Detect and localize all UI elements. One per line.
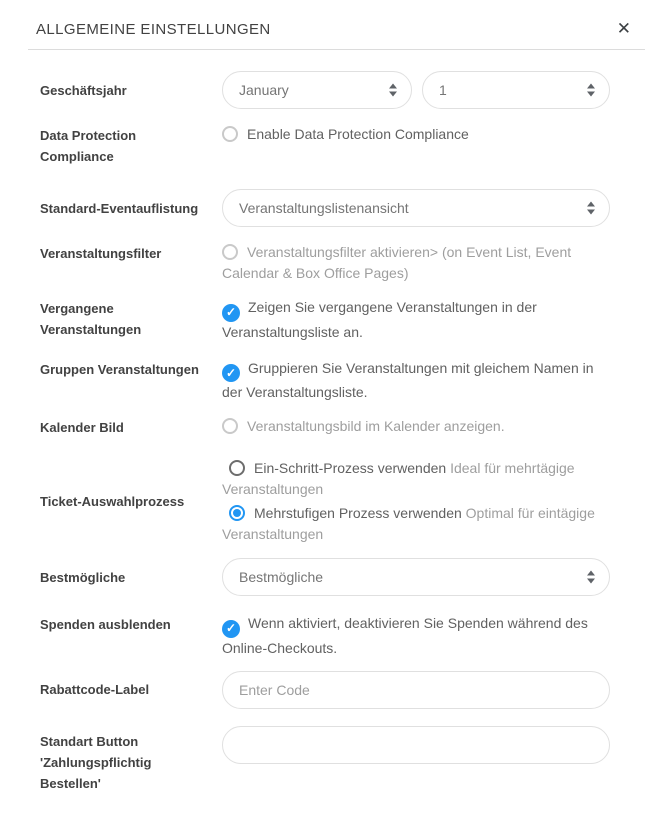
option-text: Wenn aktiviert, deaktivieren Sie Spenden während des Online-Checkouts.	[222, 615, 588, 656]
row-past-events	[40, 297, 610, 343]
option-text: Gruppieren Sie Veranstaltungen mit gleichem Namen in der Veranstaltungsliste.	[222, 359, 594, 400]
select-value: Veranstaltungslistenansicht	[239, 200, 409, 216]
field-label: Geschäftsjahr	[40, 82, 127, 98]
option-text: Enable Data Protection Compliance	[247, 126, 469, 142]
row-group-events	[40, 358, 610, 404]
row-ticket-selection-process	[40, 458, 610, 545]
option-text: Ein-Schritt-Prozess verwenden	[254, 460, 447, 476]
select-value: 1	[439, 82, 447, 98]
checkbox-checked-icon[interactable]: ✓	[222, 304, 240, 322]
checkbox-checked-icon[interactable]: ✓	[222, 364, 240, 382]
multi-step-option	[222, 503, 610, 545]
option-hint: Ideal für mehrtägige Veranstaltungen	[222, 460, 575, 497]
fiscal-month-select[interactable]	[222, 71, 412, 109]
event-filter-option	[222, 242, 610, 284]
row-order-button-label	[40, 726, 610, 794]
dialog-header	[0, 0, 649, 49]
select-value: January	[239, 82, 289, 98]
field-label: Bestmögliche	[40, 569, 126, 585]
option-text: Veranstaltungsfilter aktivieren> (on Event List, Event Calendar & Box Office Pages)	[222, 244, 572, 281]
field-label: Standard-Eventauflistung	[40, 200, 199, 216]
past-events-option	[222, 297, 610, 343]
select-updown-icon	[587, 571, 595, 584]
row-default-event-listing	[40, 189, 610, 227]
option-hint: Optimal für eintägige Veranstaltungen	[222, 505, 595, 542]
settings-form	[0, 50, 649, 819]
row-hide-donations	[40, 613, 610, 659]
field-label: Veranstaltungsfilter	[40, 246, 162, 261]
order-button-label-input[interactable]	[222, 726, 610, 764]
hide-donations-option	[222, 613, 610, 659]
row-fiscal-year	[40, 71, 610, 109]
select-value: Bestmögliche	[239, 569, 324, 585]
radio-checked-icon[interactable]	[229, 505, 245, 521]
fiscal-year-controls	[222, 71, 610, 109]
close-icon[interactable]: ✕	[616, 19, 631, 38]
field-label: Rabattcode-Label	[40, 682, 150, 697]
row-best-available	[40, 558, 610, 596]
field-label: Data Protection Compliance	[40, 128, 137, 164]
field-label: Ticket-Auswahlprozess	[40, 494, 185, 509]
ticket-process-options	[222, 458, 610, 545]
checkbox-checked-icon[interactable]: ✓	[222, 620, 240, 638]
select-updown-icon	[389, 84, 397, 97]
event-listing-select[interactable]	[222, 189, 610, 227]
option-text: Veranstaltungsbild im Kalender anzeigen.	[247, 418, 505, 434]
field-label: Kalender Bild	[40, 420, 124, 435]
option-text: Zeigen Sie vergangene Veranstaltungen in der Veranstaltungsliste an.	[222, 299, 537, 340]
group-events-option	[222, 358, 610, 404]
calendar-image-option	[222, 416, 610, 437]
discount-code-input[interactable]	[222, 671, 610, 709]
row-calendar-image	[40, 416, 610, 438]
field-label: Spenden ausblenden	[40, 617, 171, 632]
dialog-title: ALLGEMEINE EINSTELLUNGEN	[36, 21, 271, 38]
fiscal-day-select[interactable]	[422, 71, 610, 109]
option-text: Mehrstufigen Prozess verwenden	[254, 505, 462, 521]
row-data-protection	[40, 124, 610, 167]
one-step-option	[222, 458, 610, 500]
select-updown-icon	[587, 202, 595, 215]
field-label: Standart Button 'Zahlungspflichtig Bestellen'	[40, 733, 152, 791]
field-label: Vergangene Veranstaltungen	[40, 301, 142, 337]
data-protection-option	[222, 124, 610, 145]
row-discount-code-label	[40, 671, 610, 709]
row-event-filter	[40, 242, 610, 284]
radio-unchecked-icon[interactable]	[222, 418, 238, 434]
radio-unchecked-icon[interactable]	[222, 126, 238, 142]
radio-unchecked-icon[interactable]	[222, 244, 238, 260]
select-updown-icon	[587, 84, 595, 97]
best-available-select[interactable]	[222, 558, 610, 596]
field-label: Gruppen Veranstaltungen	[40, 361, 199, 377]
radio-unchecked-icon[interactable]	[229, 460, 245, 476]
